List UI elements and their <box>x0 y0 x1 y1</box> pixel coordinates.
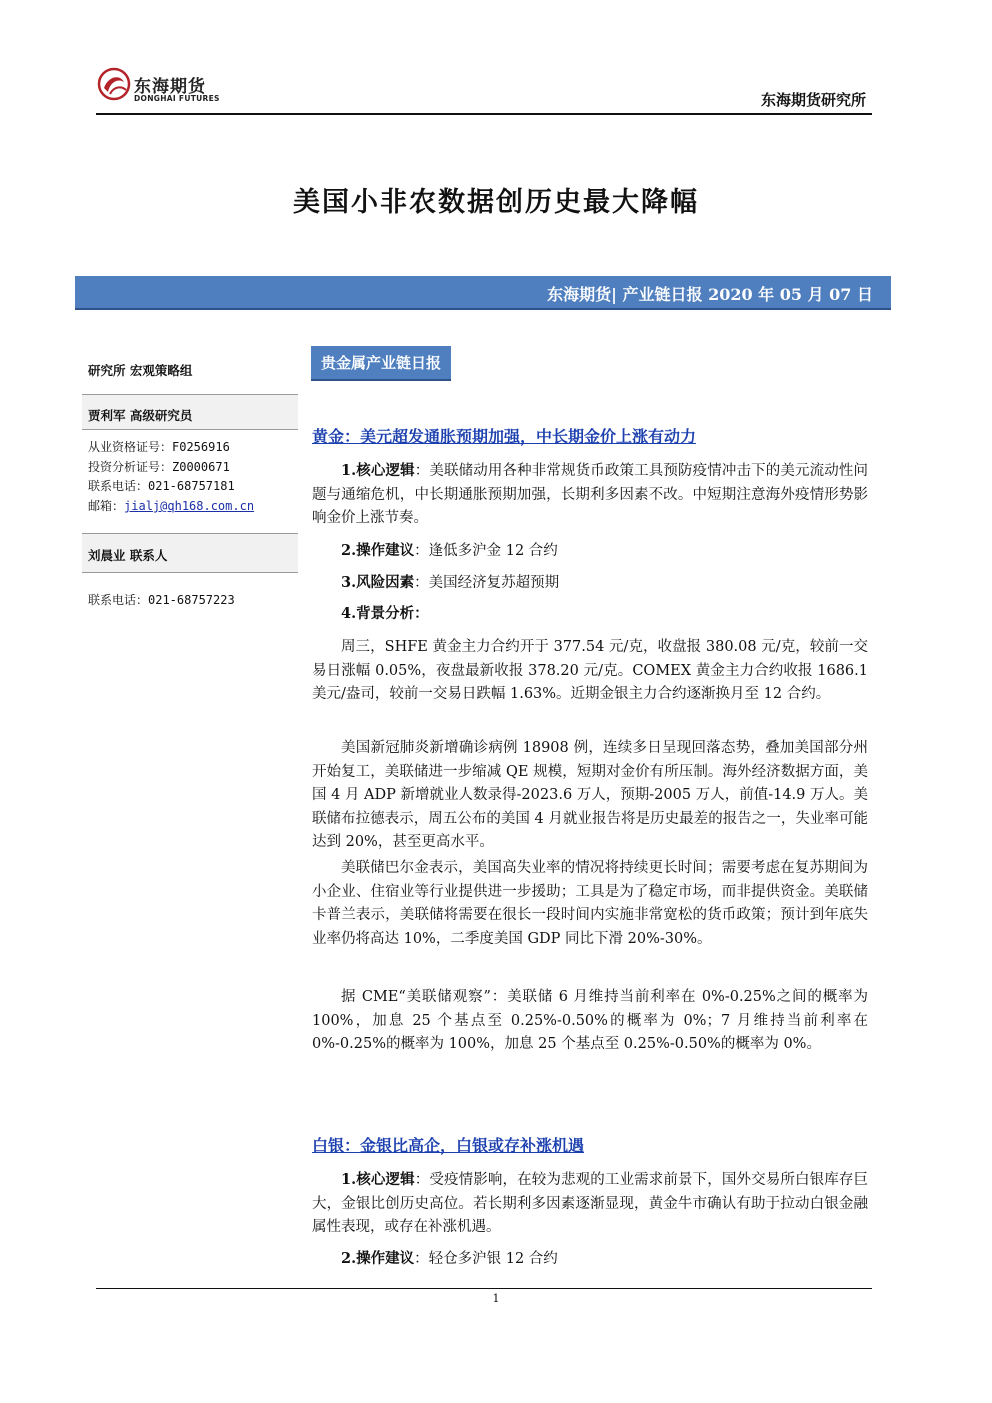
gold-paragraph-3: 美联储巴尔金表示，美国高失业率的情况将持续更长时间；需要考虑在复苏期间为小企业、住宿业等行业提供进一步援助；工具是为了稳定市场，而非提供资金。美联储卡普兰表示，美联储将需要在很长一段时间内实施非常宽松的货币政策；预计到年底失业率仍将高达 10%，二季度美国 GDP 同比下滑 20%-30%。 <box>312 860 868 947</box>
gold-core-logic <box>312 459 868 531</box>
banner-text: 东海期货| 产业链日报 2020 年 05 月 07 日 <box>547 285 873 304</box>
silver-op-label: 2.操作建议 <box>341 1250 415 1267</box>
analyst-phone: 联系电话：021-68757181 <box>88 479 235 493</box>
sidebar-contact: 刘晨业 联系人 <box>88 548 168 563</box>
gold-core-label: 1.核心逻辑 <box>341 462 415 479</box>
analyst-email-row <box>88 497 254 514</box>
header-divider <box>96 113 872 115</box>
silver-op-text: ：轻仓多沪银 12 合约 <box>414 1251 558 1267</box>
logo-text-en: DONGHAI FUTURES <box>134 94 220 103</box>
company-logo <box>96 66 236 106</box>
logo-text-cn: 东海期货 <box>134 77 206 97</box>
gold-risk-text: ：美国经济复苏超预期 <box>414 575 560 591</box>
gold-section-title[interactable]: 黄金：美元超发通胀预期加强，中长期金价上涨有动力 <box>312 427 697 446</box>
gold-paragraph-2: 美国新冠肺炎新增确诊病例 18908 例，连续多日呈现回落态势，叠加美国部分州开始复工，美联储进一步缩减 QE 规模，短期对金价有所压制。海外经济数据方面，美国 4 月 ADP 新增就业人数录得-2023.6 万人，预期-2005 万人，前值-14.9 万人。美联储布拉德表示，周五公布的美国 4 月就业报告将是历史最差的报告之一，失业率可能达到 20%，甚至更高水平。 <box>312 740 868 850</box>
silver-core-text: ：受疫情影响，在较为悲观的工业需求前景下，国外交易所白银库存巨大，金银比创历史高位。若长期利多因素逐渐显现，黄金牛市确认有助于拉动白银金融属性表现，或存在补涨机遇。 <box>312 1172 868 1235</box>
gold-operation <box>312 539 868 564</box>
email-link[interactable]: jialj@qh168.com.cn <box>124 499 255 513</box>
institute-name: 东海期货研究所 <box>760 91 866 109</box>
logo-emblem-icon <box>96 66 132 102</box>
sidebar-divider <box>82 429 298 430</box>
sidebar-analyst: 贾利军 高级研究员 <box>88 408 193 423</box>
analyst-investment-cert: 投资分析证号：Z0000671 <box>88 460 230 474</box>
gold-paragraph-1: 周三，SHFE 黄金主力合约开于 377.54 元/克，收盘报 380.08 元/克，较前一交易日涨幅 0.05%，夜盘最新收报 378.20 元/克。COMEX 黄金主力合约收报 1686.1 美元/盎司，较前一交易日跌幅 1.63%。近期金银主力合约逐渐换月至 12 合约。 <box>312 639 868 702</box>
gold-op-text: ：逢低多沪金 12 合约 <box>414 543 558 559</box>
gold-core-text: ：美联储动用各种非常规货币政策工具预防疫情冲击下的美元流动性问题与通缩危机，中长期通胀预期加强，长期利多因素不改。中短期注意海外疫情形势影响金价上涨节奏。 <box>312 463 868 526</box>
report-title: 美国小非农数据创历史最大降幅 <box>293 187 699 218</box>
report-banner <box>75 276 891 310</box>
page-number: 1 <box>492 1292 500 1305</box>
gold-risk <box>312 571 868 596</box>
gold-op-label: 2.操作建议 <box>341 542 415 559</box>
silver-operation <box>312 1247 868 1272</box>
contact-phone: 联系电话：021-68757223 <box>88 593 235 607</box>
silver-section-title[interactable]: 白银：金银比高企，白银或存补涨机遇 <box>312 1136 585 1155</box>
email-label: 邮箱： <box>88 499 125 513</box>
sidebar-divider <box>82 572 298 573</box>
sidebar-dept: 研究所 宏观策略组 <box>88 363 193 378</box>
silver-core-logic <box>312 1168 868 1240</box>
gold-paragraph-4: 据 CME“美联储观察”：美联储 6 月维持当前利率在 0%-0.25%之间的概率为 100%，加息 25 个基点至 0.25%-0.50%的概率为 0%；7 月维持当前利率在 0%-0.25%的概率为 100%，加息 25 个基点至 0.25%-0.50%的概率为 0%。 <box>312 989 868 1052</box>
gold-background-label: 4.背景分析： <box>341 605 429 622</box>
section-chip: 贵金属产业链日报 <box>311 346 451 381</box>
footer-divider <box>96 1288 872 1289</box>
gold-risk-label: 3.风险因素 <box>341 574 415 591</box>
analyst-qualification: 从业资格证号：F0256916 <box>88 440 230 454</box>
silver-core-label: 1.核心逻辑 <box>341 1171 415 1188</box>
